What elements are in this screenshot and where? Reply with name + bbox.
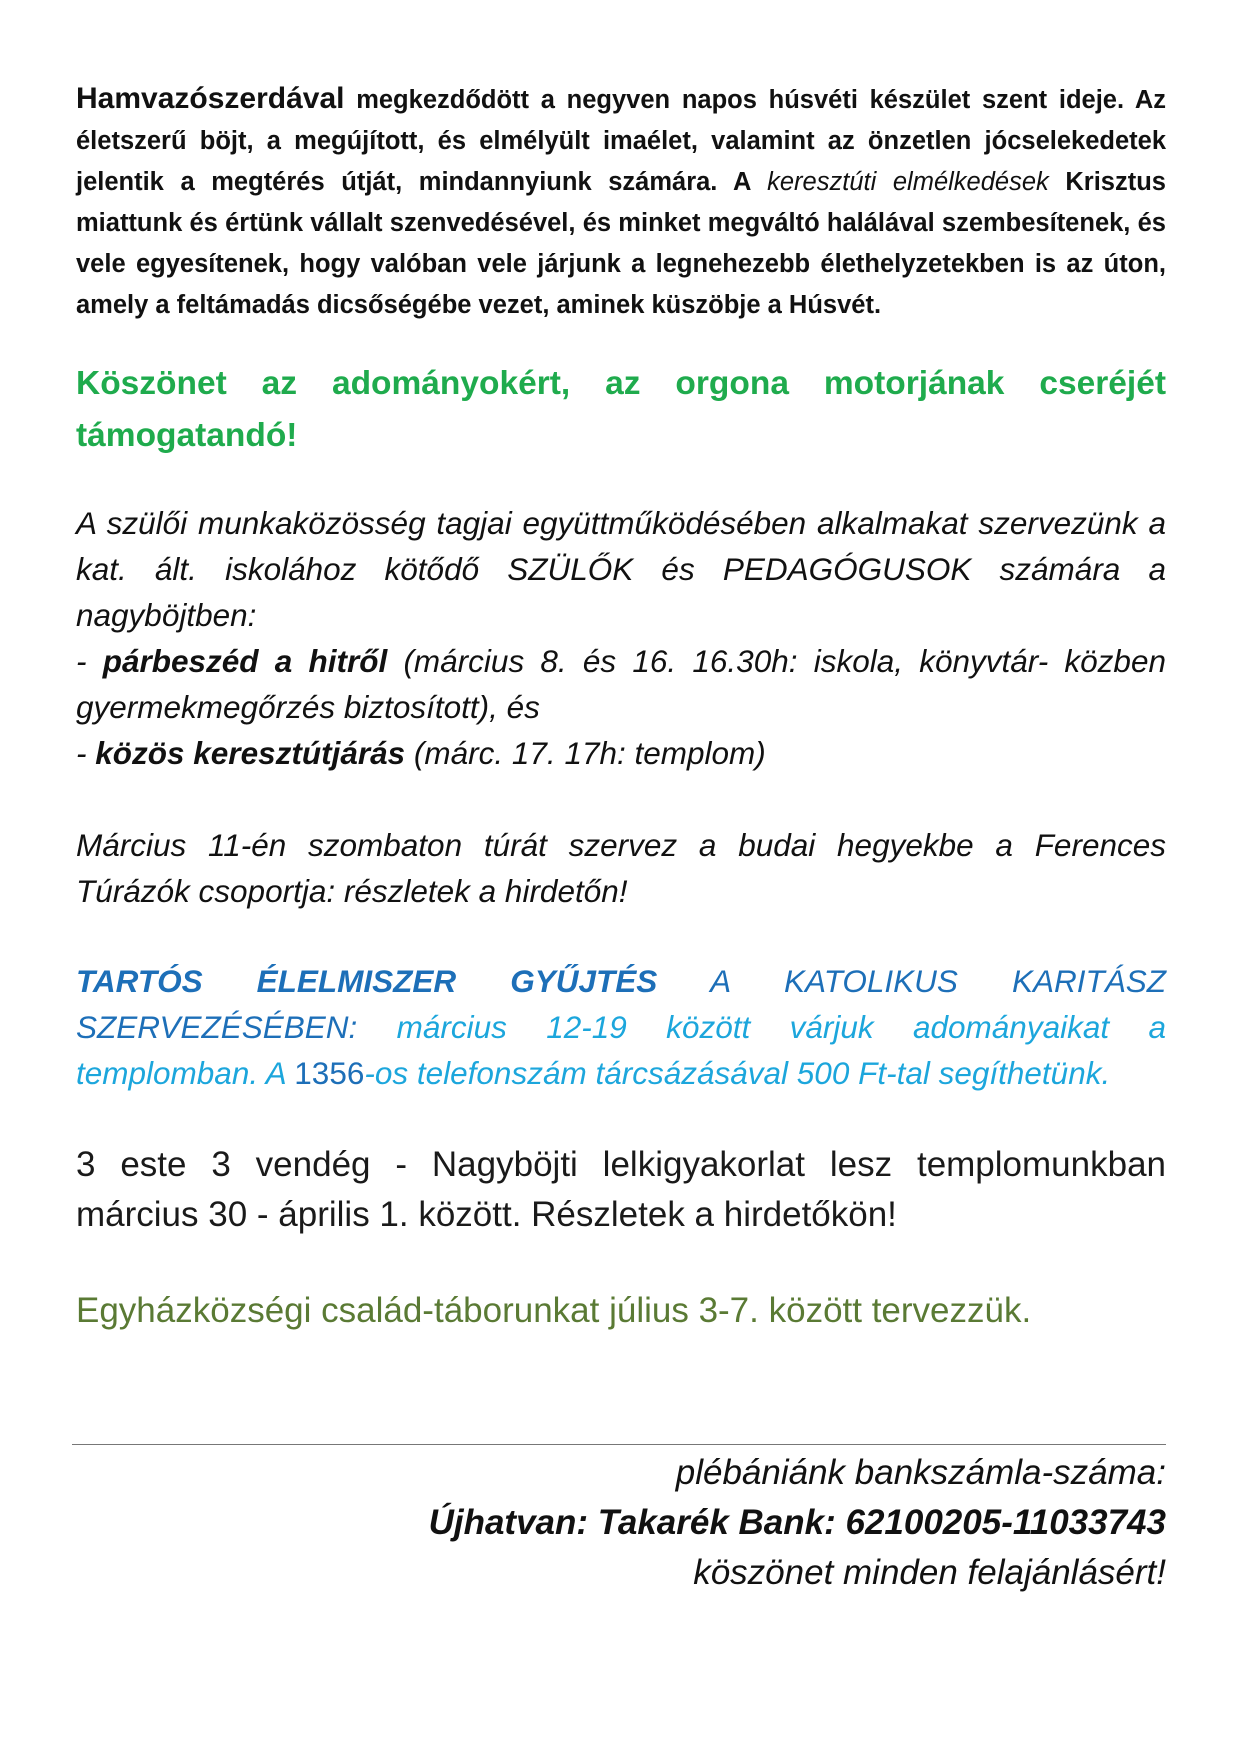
intro-lead-word: Hamvazószerdával [76, 82, 345, 115]
food-drive-paragraph [76, 958, 1166, 1096]
camp-paragraph: Egyházközségi család-táborunkat július 3-7. között tervezzük. [76, 1291, 1032, 1330]
food-drive-title: TARTÓS ÉLELMISZER GYŰJTÉS [76, 963, 658, 999]
intro-text-1: megkezdődött a negyven napos húsvéti készület szent ideje. Az életszerű böjt, a megújított, és elmélyült imaélet, valamint az önzetlen jócselekedetek jelentik a megtérés útját, mindannyiunk számára. A [76, 86, 1166, 196]
footer-thanks: köszönet minden felajánlásért! [693, 1553, 1166, 1592]
hike-paragraph: Március 11-én szombaton túrát szervez a budai hegyekbe a Ferences Túrázók csoportja: részletek a hirdetőn! [76, 827, 1166, 909]
footer-divider [72, 1444, 1166, 1445]
thanks-heading: Köszönet az adományokért, az orgona motorjának cseréjét támogatandó! [76, 365, 1166, 454]
intro-text-2: Krisztus miattunk és értünk vállalt szenvedésével, és minket megváltó halálával szembesítenek, és vele egyesítenek, hogy valóban vele járjunk a legnehezebb élethelyzetekben is az úton, amely a feltámadás dicsőségébe vezet, aminek küszöbje a Húsvét. [76, 168, 1166, 319]
parents-intro: A szülői munkaközösség tagjai együttműködésében alkalmakat szervezünk a kat. ált. iskolához kötődő SZÜLŐK és PEDAGÓGUSOK számára a nagyböjtben: [76, 505, 1166, 633]
parents-paragraph [76, 500, 1166, 776]
bulletin-page [76, 78, 1166, 1336]
parents-item-2 [76, 735, 766, 771]
parents-item-1 [76, 643, 1166, 725]
food-drive-phone-number: 1356 [294, 1055, 365, 1091]
item-2-details: (márc. 17. 17h: templom) [405, 735, 766, 771]
bank-account-number: Újhatvan: Takarék Bank: 62100205-11033743 [428, 1503, 1166, 1542]
item-2-dash: - [76, 735, 96, 771]
item-1-title: párbeszéd a hitről [102, 643, 388, 679]
bank-account-label: plébániánk bankszámla-száma: [675, 1453, 1166, 1492]
food-drive-text-1: március 12-19 között várjuk adományaikat a templomban. A [76, 1009, 1166, 1091]
retreat-paragraph: 3 este 3 vendég - Nagyböjti lelkigyakorlat lesz templomunkban március 30 - április 1. között. Részletek a hirdetőkön! [76, 1145, 1166, 1234]
intro-italic-term: keresztúti elmélkedések [767, 168, 1049, 196]
food-drive-text-2: -os telefonszám tárcsázásával 500 Ft-tal segíthetünk. [364, 1055, 1111, 1091]
item-1-details: (március 8. és 16. 16.30h: iskola, könyvtár- közben gyermekmegőrzés biztosított), és [76, 643, 1166, 725]
intro-paragraph [76, 78, 1166, 326]
food-drive-heading-rest: A KATOLIKUS KARITÁSZ SZERVEZÉSÉBEN: [76, 963, 1166, 1045]
item-2-title: közös keresztútjárás [95, 735, 406, 771]
bank-footer [76, 1448, 1166, 1598]
item-1-dash: - [76, 643, 103, 679]
